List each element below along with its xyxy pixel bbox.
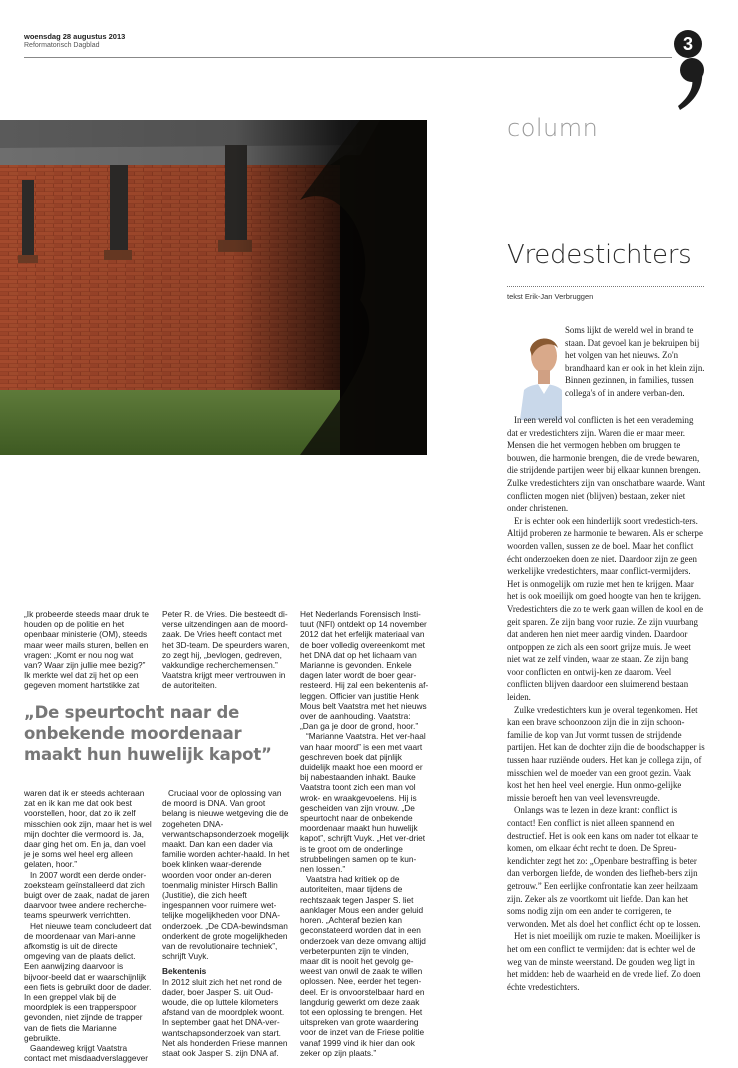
article-paragraph: “Marianne Vaatstra. Het ver-haal van haar moord” is een met vaart geschreven boek dat pijnlijk duidelijk maakt hoe een moord er bij nabestaanden inhakt. Bauke Vaatstra toont zich een man vol wrok- en wraakgevoelens. Hij is gescheiden van zijn vrouw. „De speurtocht naar de onbekende moordenaar maakt hun huwelijk kapot”, schrijft Vuyk. „Het ver-driet is te groot om de onderlinge strubbelingen samen op te kun-nen lossen.” [300,731,426,875]
header-rule [24,57,672,58]
column-paragraph: Zulke vredestichters kun je overal tegenkomen. Het kan een brave schoonzoon zijn die in zijn schoon-familie de kop van Jut vormt tussen de strijdende partijen. Het kan de dochter zijn die de boodschapper is tussen haar ruziënde ouders. Het kan je collega zijn, of misschien wel de moeder van een groot gezin. Vaak kost het hen heel veel energie. Hun onmo-gelijke missie beroeft hen van veel levensvreugde. [507,704,705,803]
article-col2-top [162,609,290,691]
column-paragraph: Het is niet moeilijk om ruzie te maken. Moeilijker is het om een conflict te vermijden: dat is echter wel de weg van de minste weerstand. De gouden weg ligt in het midden: heb de waarheid en de vrede lief. Zo doen échte vredestichters. [507,931,701,992]
article-paragraph: Gaandeweg krijgt Vaatstra contact met misdaadverslaggever [24,1043,149,1064]
article-paragraph: In 2012 sluit zich het net rond de dader, boer Jasper S. uit Oud-woude, die op luttele kilometers afstand van de moordplek woont. In september gaat het DNA-ver-wantschapsonderzoek van start. Net als honderden Friese mannen staat ook Jasper S. zijn DNA af. [162,976,288,1059]
article-col1-bottom [24,788,152,1063]
column-paragraph: Er is echter ook een hinderlijk soort vredestich-ters. Altijd proberen ze harmonie te bewaren. Als er scherpe woorden vallen, sussen ze de boel. Maar het conflict écht onderzoeken doen ze niet. Daardoor zijn ze geen werkelijke vredestichters, maar conflict-vermijders. Het is onmogelijk om ruzie met hen te krijgen. Maar het is ook moeilijk om goed hoogte van hen te krijgen. Vredestichters die zo te werk gaan willen de kool en de geit sparen. Ze zijn bang voor ruzie. Ze zijn vuurbang dat anderen hen niet meer aardig vinden. Daardoor ontpoppen ze zich als een soort grijze muis. Je weet niet wat ze zelf vinden, waar ze staan. Ze zijn bang voor conflicten en ontwij-ken ze daarom. Veel conflicten blijven daardoor een sluimerend bestaan leiden. [507,515,704,703]
headline-rule [507,286,704,287]
section-label: column [507,114,599,142]
article-paragraph: Vaatstra had kritiek op de autoriteiten, maar tijdens de rechtszaak tegen Jasper S. liet aanklager Mous een ander geluid horen. „Achteraf bezien kan geconstateerd worden dat in een onderzoek van deze omvang altijd verbeterpunten zijn te vinden, maar dit is nooit het gevolg ge-weest van onwil de zaak te willen oplossen. Nee, eerder het tegen-deel. Er is onvoorstelbaar hard en langdurig gewerkt om deze zaak tot een oplossing te brengen. Het uitspreken van grote waardering voor de inzet van de Friese politie vanaf 1999 vind ik hier dan ook zeker op zijn plaats.” [300,874,426,1058]
article-paragraph: In 2007 wordt een derde onder-zoeksteam geïnstalleerd dat zich buigt over de zaak, nadat de jaren daarvoor twee andere recherche-teams speurwerk verrichtten. [24,869,150,921]
article-paragraph: Peter R. de Vries. Die besteedt di-verse uitzendingen aan de moord-zaak. De Vries heeft contact met het 3D-team. De speurders waren, zo zegt hij, „bevlogen, gedreven, vakkundige recherchemensen.” Vaatstra krijgt meer vertrouwen in de autoriteiten. [162,609,290,691]
article-col1-top [24,609,152,691]
byline: tekst Erik-Jan Verbruggen [507,292,594,301]
author-portrait [520,330,562,420]
article-paragraph: Het Nederlands Forensisch Insti-tuut (NFI) ontdekt op 14 november 2012 dat het erfelijk materiaal van de boer volledig overeenkomt met het DNA dat op het lichaam van Marianne is gevonden. Enkele dagen later wordt de boer gear-resteerd. Hij zal een bekentenis af-leggen. Officier van justitie Henk Mous belt Vaatstra met het nieuws over de aanhouding. Vaatstra: „Dan ga je door de grond, hoor.” [300,609,429,732]
headline: Vredestichters [507,240,692,270]
brick-barn-photo [0,120,427,455]
column-intro: Soms lijkt de wereld wel in brand te staan. Dat gevoel kan je bekruipen bij het volgen van het nieuws. Zo'n brandhaard kan er ook in het klein zijn. Binnen gezinnen, in families, tussen collega's of in andere verban-den. [565,325,705,398]
page-number-badge: 3 [674,30,702,58]
article-paragraph: „Ik probeerde steeds maar druk te houden op de politie en het openbaar ministerie (OM), steeds maar weer mails sturen, bellen en vragen: „Komt er nou nog wat van? Waar zijn jullie mee bezig?” Ik merkte wel dat zij het op een gegeven moment hartstikke zat [24,609,149,691]
column-paragraph: In een wereld vol conflicten is het een verademing dat er vredestichters zijn. Waren die er maar meer. Mensen die het vermogen hebben om bruggen te bouwen, die harmonie brengen, die de vrede bewaren, die strijdende partijen weer bij elkaar kunnen brengen. Zulke vredestichters zijn van onschatbare waarde. Want conflicten mogen niet (blijven) bestaan, zeker niet onder christenen. [507,415,705,514]
photo-illustration [0,120,427,455]
header-date: woensdag 28 augustus 2013 [24,32,126,41]
header-paper: Reformatorisch Dagblad [24,42,100,49]
pull-quote: „De speurtocht naar de onbekende moordenaar maakt hun huwelijk kapot” [24,703,272,764]
column-text [507,414,705,993]
column-paragraph: Onlangs was te lezen in deze krant: conflict is contact! Een conflict is niet alleen spannend en destructief. Het is ook een kans om nader tot elkaar te komen, om elkaar écht recht te doen. De Spreu-kendichter zegt het zo: „Openbare bestraffing is beter dan verborgen liefde, de wonden des liefheb-bers zijn getrouw.” Een eerlijke confrontatie kan zeer heilzaam zijn. Zeker als ze voortkomt uit liefde. Dan kan het soms nodig zijn om een ander te corrigeren, te verwonden. Met als doel het conflict écht op te lossen. [507,805,701,929]
article-paragraph: waren dat ik er steeds achteraan zat en ik kan me dat ook best voorstellen, hoor, dat zo ik zelf misschien ook zijn, maar het is wel mijn dochter die vermoord is. Ja, daar ging het om. En ja, dan voel je je soms wel heel erg alleen gelaten, hoor.” [24,788,152,870]
article-paragraph: Cruciaal voor de oplossing van de moord is DNA. Van groot belang is nieuwe wetgeving die de zogeheten DNA-verwantschapsonderzoek mogelijk maakt. Dan kan een dader via familie worden achter-haald. In het boek klinken waar-derende woorden voor onder an-deren toenmalig minister Hirsch Ballin (Justitie), die zich heeft ingespannen voor ruimere wet-telijke mogelijkheden voor DNA-onderzoek. „De CDA-bewindsman onderkent de grote mogelijkheden van de revolutionaire techniek”, schrijft Vuyk. [162,788,290,962]
article-col3 [300,609,430,1058]
comma-icon [672,56,712,112]
subheading: Bekentenis [162,966,207,977]
article-col2-bottom [162,788,290,1058]
article-paragraph: Het nieuwe team concludeert dat de moordenaar van Mari-anne afkomstig is uit de directe omgeving van de plaats delict. Een aanwijzing daarvoor is bijvoor-beeld dat er waarschijnlijk een fiets is gebruikt door de dader. In een greppel vlak bij de moordplek is een trapperspoor gevonden, niet zijnde de trapper van de fiets die Marianne gebruikte. [24,920,152,1043]
